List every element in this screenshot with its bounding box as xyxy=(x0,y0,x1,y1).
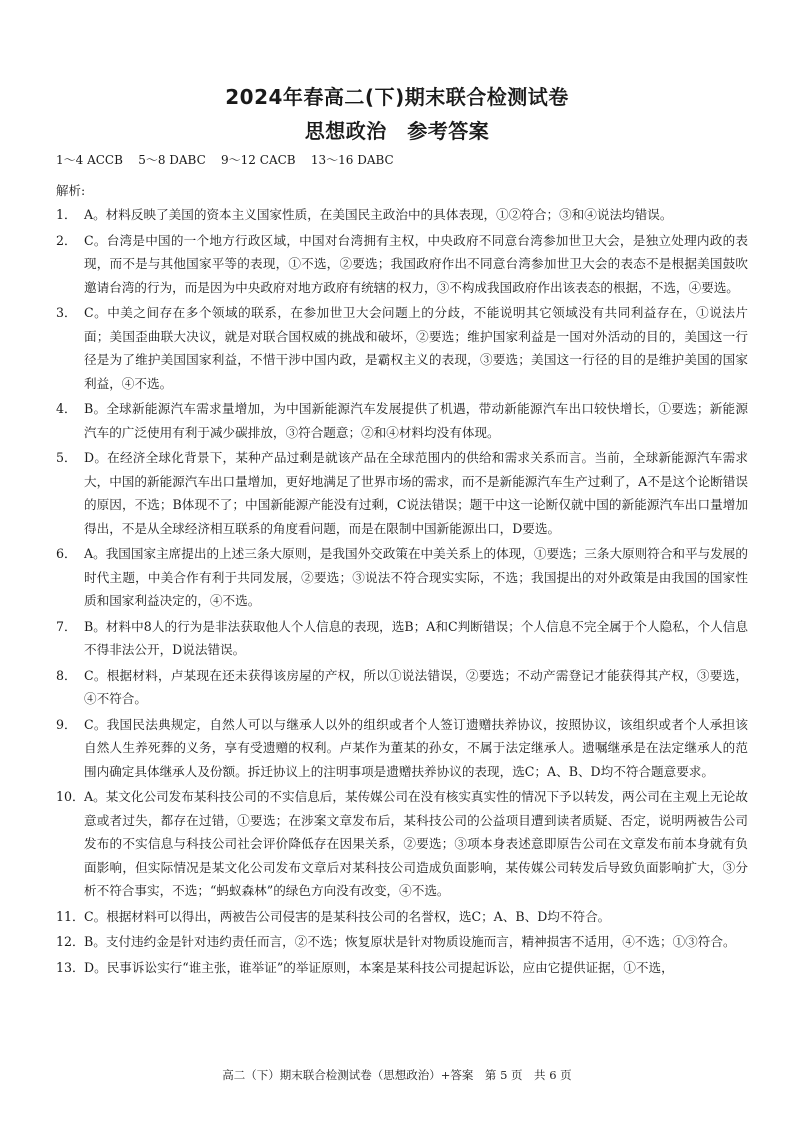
analysis-item xyxy=(56,397,748,444)
document-subtitle: 思想政治 参考答案 xyxy=(304,119,490,143)
analysis-item xyxy=(56,301,748,395)
analysis-item xyxy=(56,930,748,954)
item-number: 4． xyxy=(56,401,77,416)
item-text: C。中美之间存在多个领域的联系，在参加世卫大会问题上的分歧，不能说明其它领域没有共同利益存在，①说法片面；美国歪曲联大决议，就是对联合国权威的挑战和破坏，②要选；维护国家利益是一国对外活动的目的，美国这一行径是为了维护美国国家利益，不惜干涉中国内政，是霸权主义的表现，③要选；美国这一行径的目的是维护美国的国家利益，④不选。 xyxy=(84,305,748,391)
item-text: C。我国民法典规定，自然人可以与继承人以外的组织或者个人签订遗赠扶养协议，按照协议，该组织或者个人承担该自然人生养死葬的义务，享有受遗赠的权利。卢某作为董某的孙女，不属于法定继承人。遗嘱继承是在法定继承人的范围内确定具体继承人及份额。拆迁协议上的注明事项是遗赠扶养协议的表现，选C；A、B、D均不符合题意要求。 xyxy=(84,716,748,779)
item-number: 9． xyxy=(56,716,77,732)
analysis-item xyxy=(56,542,748,613)
item-number: 3． xyxy=(56,305,77,320)
item-number: 13． xyxy=(56,959,85,975)
analysis-item xyxy=(56,446,748,540)
item-number: 8． xyxy=(56,667,77,683)
item-text: B。材料中8人的行为是非法获取他人个人信息的表现，选B；A和C判断错误；个人信息不完全属于个人隐私，个人信息不得非法公开，D说法错误。 xyxy=(84,618,748,657)
item-text: B。支付违约金是针对违约责任而言，②不选；恢复原状是针对物质设施而言，精神损害不适用，④不选；①③符合。 xyxy=(84,934,736,949)
analysis-item xyxy=(56,229,748,300)
page-footer: 高二（下）期末联合检测试卷（思想政治）+答案 第 5 页 共 6 页 xyxy=(222,1068,572,1082)
item-number: 5． xyxy=(56,450,77,465)
item-number: 10． xyxy=(56,789,85,804)
document-title: 2024年春高二(下)期末联合检测试卷 xyxy=(225,85,569,109)
answer-key-line: 1～4 ACCB 5～8 DABC 9～12 CACB 13～16 DABC xyxy=(56,153,394,167)
item-text: A。某文化公司发布某科技公司的不实信息后，某传媒公司在没有核实真实性的情况下予以转发，两公司在主观上无论故意或者过失，都存在过错，①要选；在涉案文章发布后，某科技公司的公益项目遭到读者质疑、否定，说明两被告公司发布的不实信息与科技公司社会评价降低存在因果关系，②要选；③项本身表述意即原告公司在文章发布前本身就有负面影响，但实际情况是某文化公司发布文章后对某科技公司造成负面影响，某传媒公司转发后导致负面影响扩大，③分析不符合事实，不选；“蚂蚁森林”的绿色方向没有改变，④不选。 xyxy=(84,789,748,898)
item-number: 2． xyxy=(56,232,77,248)
item-text: A。我国国家主席提出的上述三条大原则，是我国外交政策在中美关系上的体现，①要选；三条大原则符合和平与发展的时代主题，中美合作有利于共同发展，②要选；③说法不符合现实实际，不选；我国提出的对外政策是由我国的国家性质和国家利益决定的，④不选。 xyxy=(84,546,748,608)
item-text: C。根据材料，卢某现在还未获得该房屋的产权，所以①说法错误，②要选；不动产需登记才能获得其产权，③要选，④不符合。 xyxy=(84,667,748,706)
item-text: A。材料反映了美国的资本主义国家性质，在美国民主政治中的具体表现，①②符合；③和④说法均错误。 xyxy=(84,207,673,222)
analysis-item xyxy=(56,713,748,784)
item-number: 1． xyxy=(56,207,77,222)
item-text: D。民事诉讼实行“谁主张，谁举证”的举证原则，本案是某科技公司提起诉讼，应由它提供证据，①不选， xyxy=(84,959,674,975)
item-number: 7． xyxy=(56,618,77,634)
item-number: 12． xyxy=(56,934,85,949)
analysis-item xyxy=(56,905,748,929)
analysis-item xyxy=(56,203,748,227)
item-number: 11． xyxy=(56,908,85,924)
analysis-item xyxy=(56,664,748,711)
item-number: 6． xyxy=(56,546,77,561)
item-text: D。在经济全球化背景下，某种产品过剩是就该产品在全球范围内的供给和需求关系而言。当前，全球新能源汽车需求大，中国的新能源汽车出口量增加，更好地满足了世界市场的需求，而不是新能源汽车生产过剩了，A不是这个论断错误的原因，不选；B体现不了；中国新能源产能没有过剩，C说法错误；题干中这一论断仅就中国的新能源汽车出口量增加得出，不是从全球经济相互联系的角度看问题，而是在限制中国新能源出口，D要选。 xyxy=(84,450,748,536)
analysis-list xyxy=(56,203,748,981)
item-text: C。根据材料可以得出，两被告公司侵害的是某科技公司的名誉权，选C；A、B、D均不符合。 xyxy=(84,908,611,924)
item-text: C。台湾是中国的一个地方行政区域，中国对台湾拥有主权，中央政府不同意台湾参加世卫大会，是独立处理内政的表现，而不是与其他国家平等的表现，①不选，②要选；我国政府作出不同意台湾参加世卫大会的表态不是根据美国鼓吹邀请台湾的行为，而是因为中央政府对地方政府有统辖的权力，③不构成我国政府作出该表态的根据，不选，④要选。 xyxy=(84,232,748,295)
analysis-item xyxy=(56,956,748,980)
analysis-item xyxy=(56,785,748,903)
item-text: B。全球新能源汽车需求量增加，为中国新能源汽车发展提供了机遇，带动新能源汽车出口较快增长，①要选；新能源汽车的广泛使用有利于减少碳排放，③符合题意；②和④材料均没有体现。 xyxy=(84,401,748,440)
analysis-label: 解析: xyxy=(56,183,86,198)
analysis-item xyxy=(56,615,748,662)
